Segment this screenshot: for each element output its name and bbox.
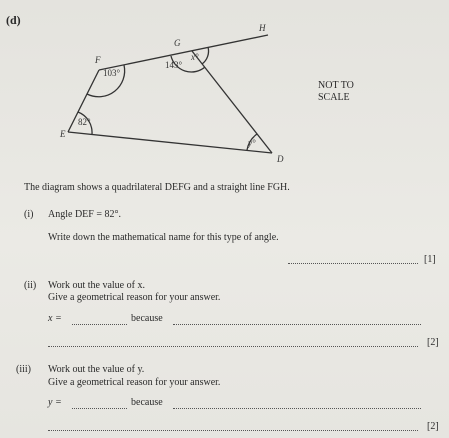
part-ii-line2: Give a geometrical reason for your answer. (48, 292, 221, 303)
not-to-scale-line1: NOT TO (318, 80, 354, 91)
part-ii-label: (ii) (24, 280, 37, 291)
side-dg (192, 51, 272, 153)
intro-text: The diagram shows a quadrilateral DEFG and a straight line FGH. (24, 182, 290, 193)
angle-label-e: 82° (78, 117, 91, 127)
part-ii-line1: Work out the value of x. (48, 280, 145, 291)
part-iii-line1: Work out the value of y. (48, 364, 145, 375)
part-iii-reason-line-1[interactable] (173, 408, 421, 409)
arc-angle-x (202, 47, 209, 64)
part-iii-because: because (131, 397, 163, 408)
line-fgh (99, 35, 268, 70)
part-label-d: (d) (6, 13, 21, 27)
part-i-answer-line[interactable] (288, 263, 418, 264)
part-ii-reason-line-2[interactable] (48, 346, 418, 347)
part-i-label: (i) (24, 209, 34, 220)
point-label-h: H (259, 23, 266, 33)
angle-label-f: 103° (103, 68, 121, 78)
part-i-line1: Angle DEF = 82°. (48, 209, 121, 220)
part-iii-label: (iii) (16, 364, 31, 375)
part-iii-answer-prefix: y = (48, 397, 62, 408)
point-label-g: G (174, 38, 181, 48)
part-ii-because: because (131, 313, 163, 324)
part-ii-marks: [2] (427, 337, 439, 348)
point-label-f: F (95, 55, 101, 65)
angle-label-g: 143° (165, 60, 183, 70)
part-i-line2: Write down the mathematical name for this type of angle. (48, 232, 279, 243)
side-ed (68, 132, 272, 153)
quadrilateral-diagram (0, 0, 449, 180)
part-iii-y-answer-line[interactable] (72, 408, 127, 409)
point-label-d: D (277, 154, 284, 164)
angle-label-x: x° (191, 52, 199, 62)
not-to-scale-line2: SCALE (318, 92, 350, 103)
part-i-marks: [1] (424, 254, 436, 265)
part-iii-marks: [2] (427, 421, 439, 432)
point-label-e: E (60, 129, 66, 139)
part-ii-answer-prefix: x = (48, 313, 62, 324)
part-iii-reason-line-2[interactable] (48, 430, 418, 431)
part-ii-x-answer-line[interactable] (72, 324, 127, 325)
part-ii-reason-line-1[interactable] (173, 324, 421, 325)
angle-label-y: y° (248, 138, 256, 148)
part-iii-line2: Give a geometrical reason for your answer. (48, 377, 221, 388)
